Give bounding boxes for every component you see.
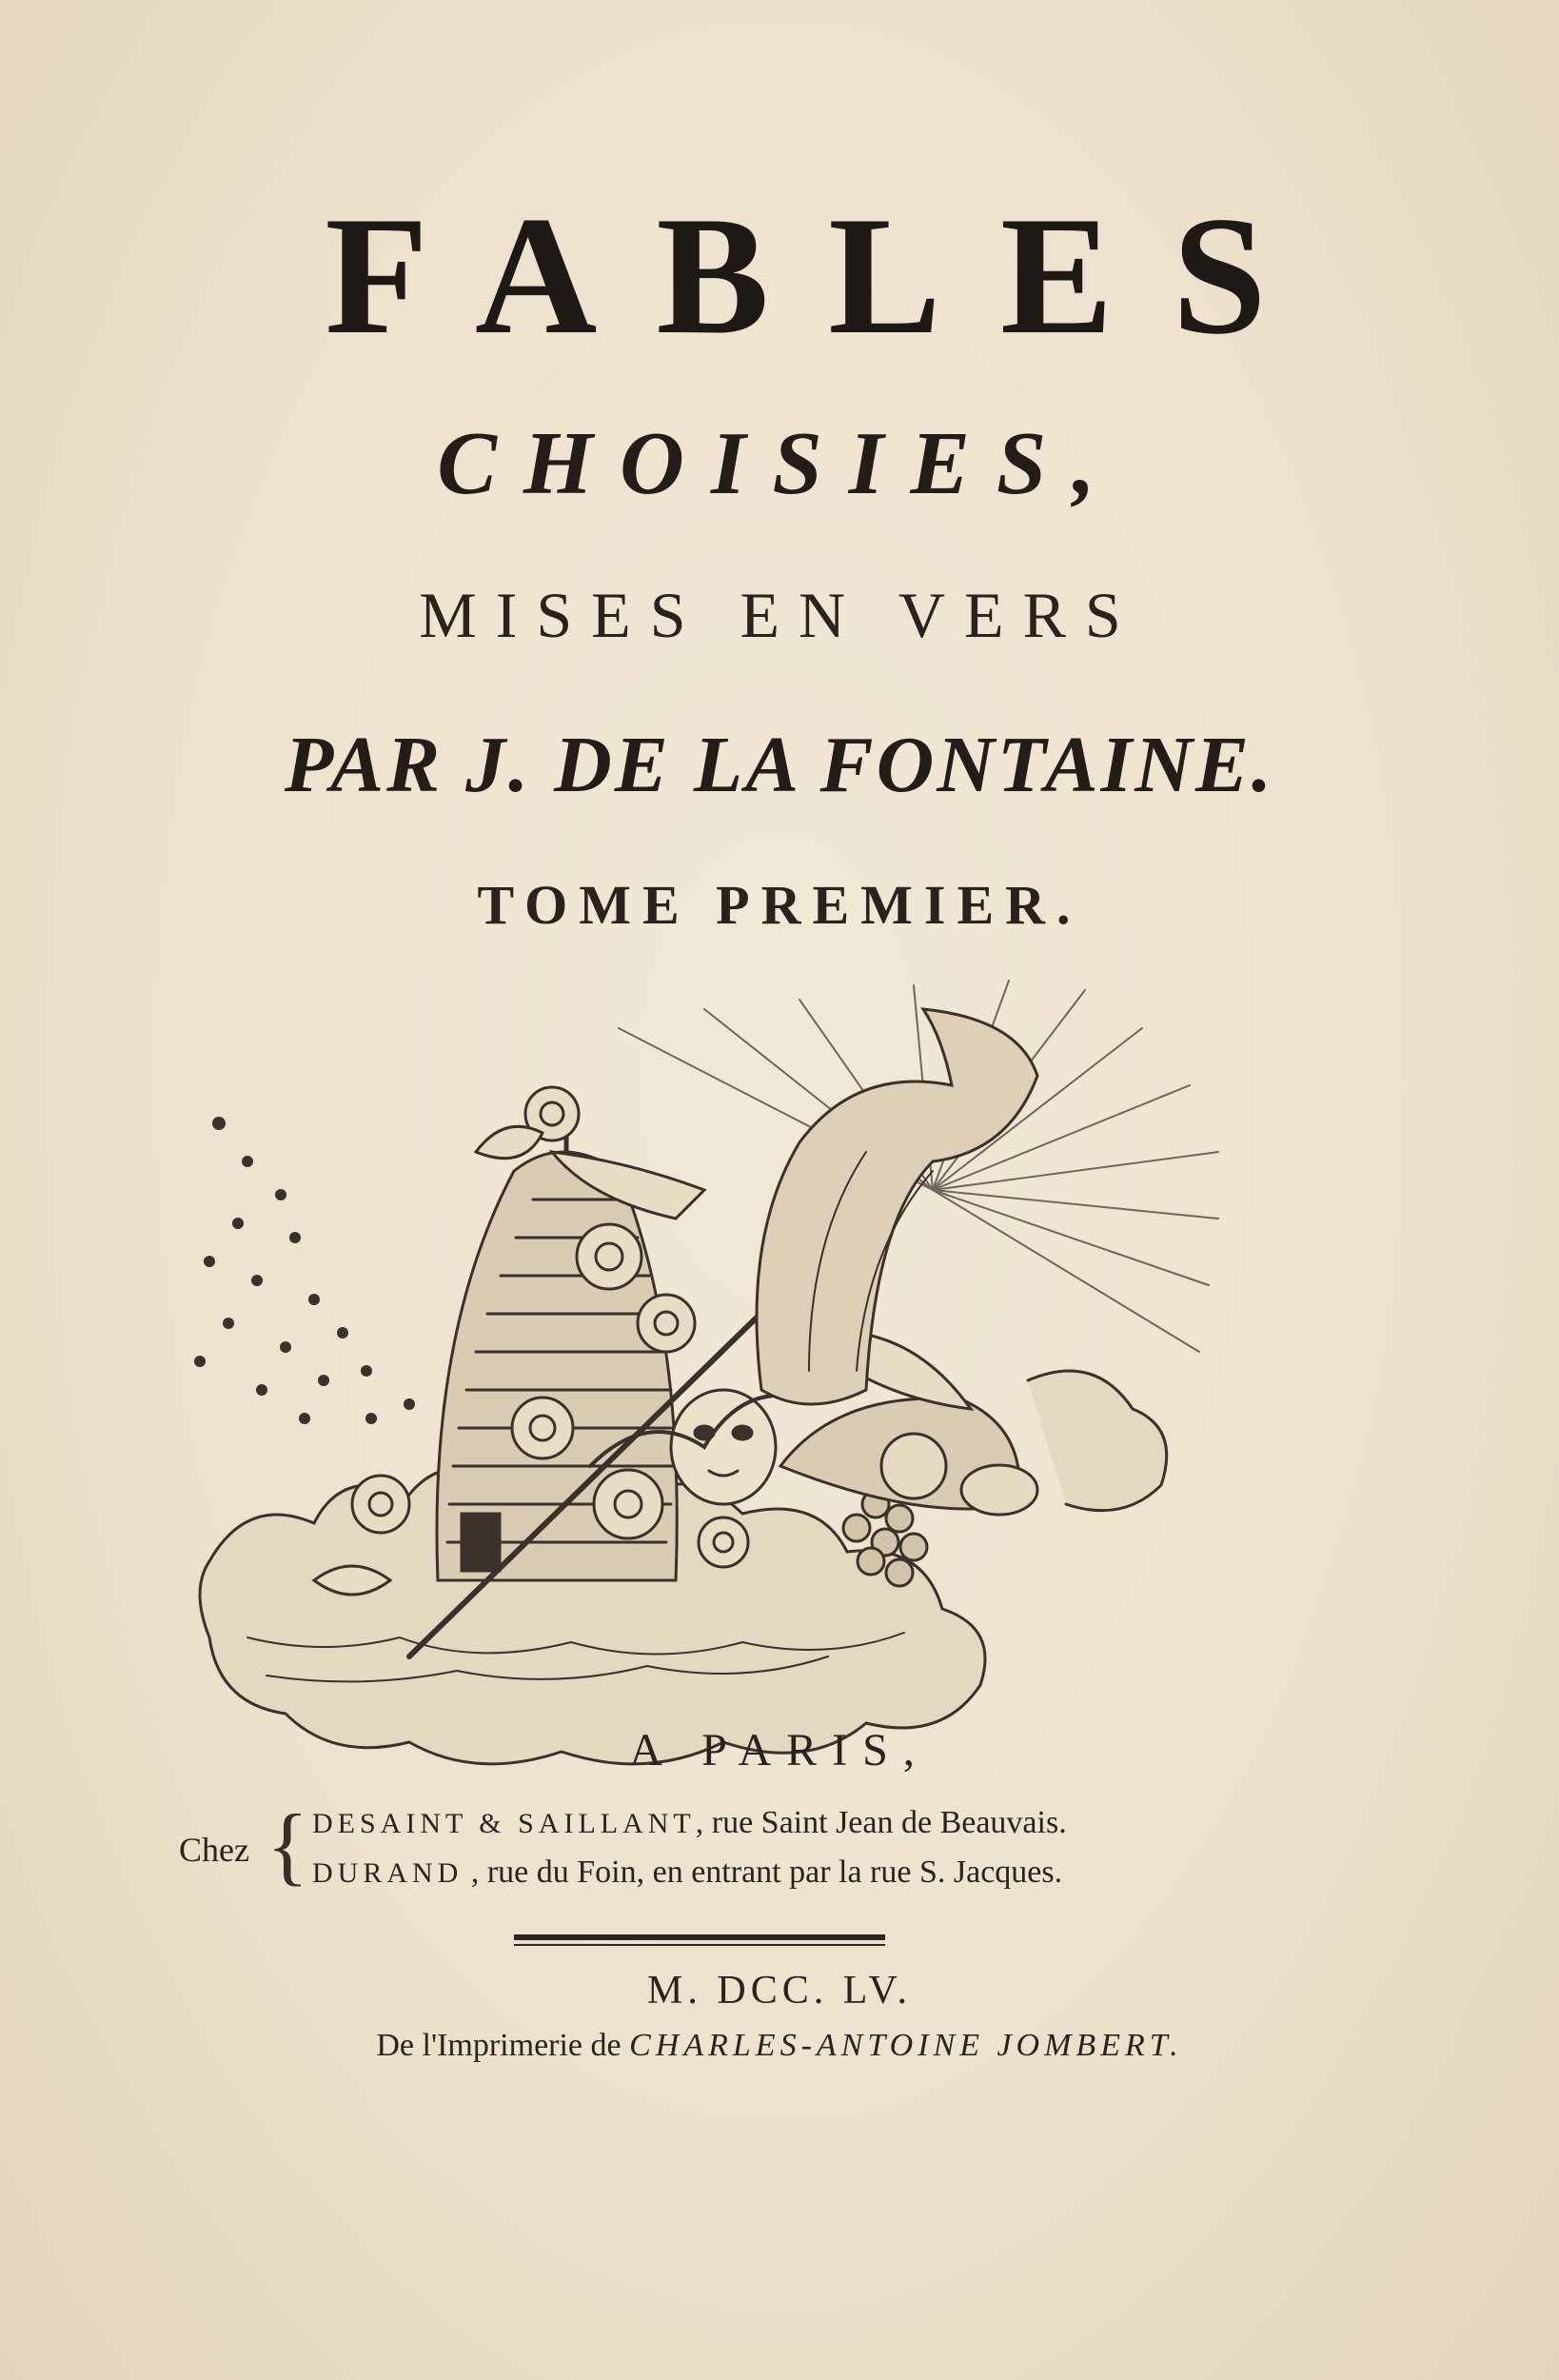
book-title: FABLES bbox=[325, 181, 1326, 369]
double-rule-thick bbox=[514, 1934, 885, 1940]
publisher-name-2: DURAND bbox=[312, 1857, 464, 1889]
curly-brace-icon: { bbox=[266, 1796, 309, 1894]
allegorical-vignette-icon bbox=[190, 971, 1237, 1780]
author-line: PAR J. DE LA FONTAINE. bbox=[285, 721, 1274, 809]
double-rule-thin bbox=[514, 1944, 885, 1946]
subtitle-mises-en-vers: MISES EN VERS bbox=[419, 579, 1140, 651]
imprint-city: A PARIS, bbox=[629, 1725, 930, 1775]
cornucopia bbox=[780, 1398, 1037, 1515]
printer-name: CHARLES-ANTOINE JOMBERT. bbox=[629, 2028, 1183, 2063]
publisher-line-1 bbox=[312, 1805, 1067, 1841]
volume-line: TOME PREMIER. bbox=[477, 874, 1082, 936]
publisher-address-1: , rue Saint Jean de Beauvais. bbox=[695, 1805, 1067, 1840]
bees bbox=[194, 1117, 415, 1424]
publication-date: M. DCC. LV. bbox=[647, 1969, 912, 2013]
publisher-name-1: DESAINT & SAILLANT bbox=[312, 1808, 696, 1839]
printer-prefix: De l'Imprimerie de bbox=[376, 2028, 630, 2063]
publisher-line-2 bbox=[312, 1854, 1062, 1891]
publisher-address-2: , rue du Foin, en entrant par la rue S. Jacques. bbox=[463, 1854, 1063, 1890]
chez-label: Chez bbox=[179, 1831, 249, 1869]
subtitle-choisies: CHOISIES, bbox=[437, 414, 1122, 513]
mask bbox=[671, 1390, 776, 1504]
publisher-block bbox=[171, 1796, 1409, 1906]
printer-line bbox=[0, 2030, 1559, 2062]
